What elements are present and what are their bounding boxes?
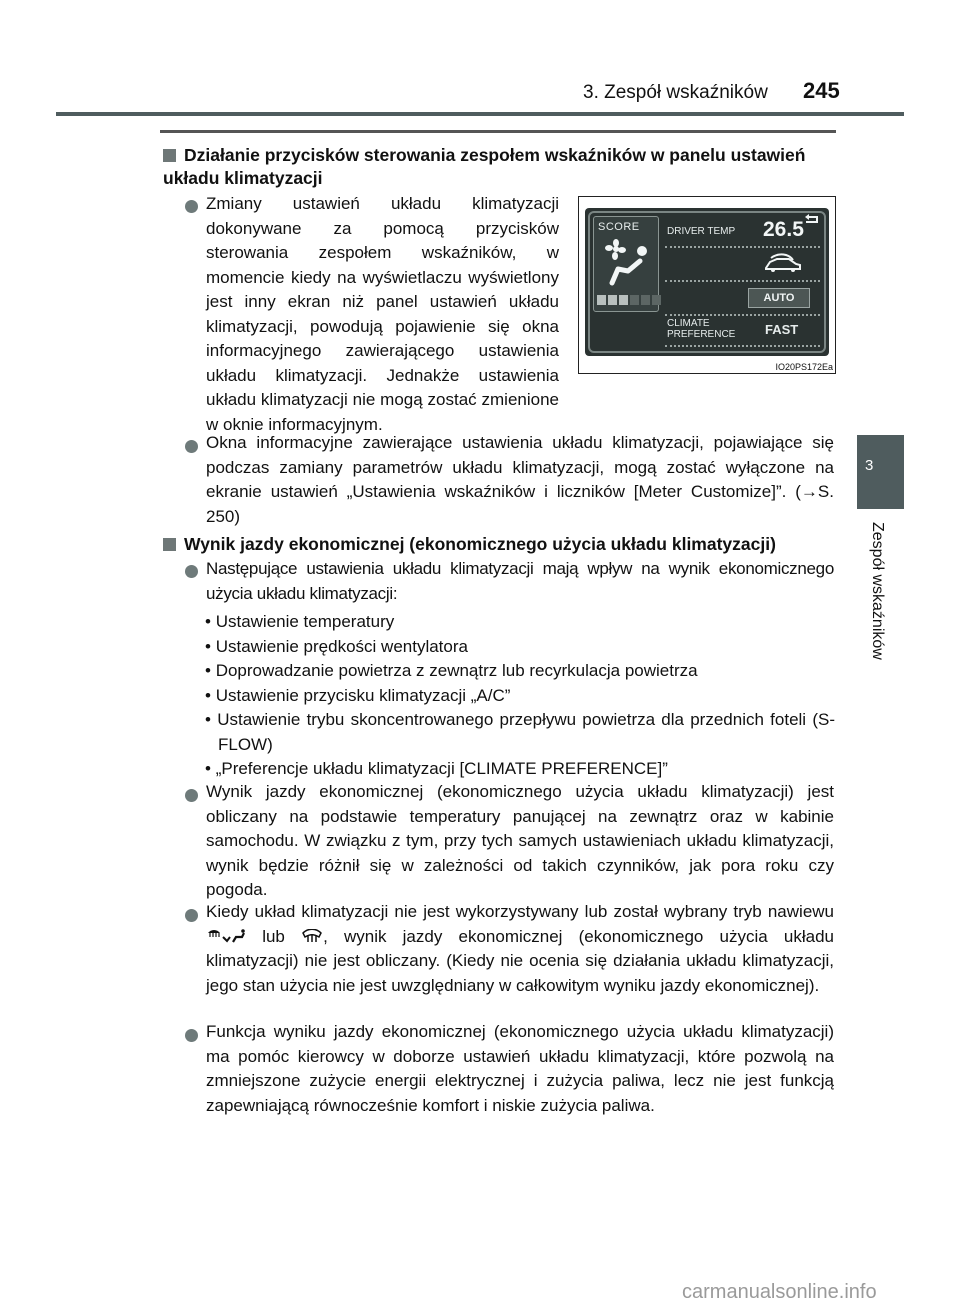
paragraph-score-calculation: Wynik jazdy ekonomicznej (ekonomicznego użycia układu klimatyzacji) jest obliczany na podstawie temperatury panującej na zewnątrz oraz w kabinie samochodu. W związku z tym, przy tych samych ustawieniach układu klimatyzacji, wynik będzie różnił się w zależności od takich czynników, jak pora roku czy pogoda. <box>206 782 834 899</box>
page-number: 245 <box>803 78 840 103</box>
climate-preference-value: FAST <box>765 322 799 337</box>
paragraph-meter-customize: Okna informacyjne zawierające ustawienia układu klimatyzacji, pojawiające się podczas zamiany parametrów układu klimatyzacji, mogą zostać wyłączone na ekranie ustawień „Ustawienia wskaźników i liczników [Meter Customize]”. (→S. 250) <box>206 433 834 526</box>
settings-list-item: • Ustawienie prędkości wentylatora <box>205 636 468 656</box>
climate-settings-screen <box>585 208 829 356</box>
square-bullet-icon <box>163 538 176 551</box>
paragraph-settings-intro: Następujące ustawienia układu klimatyzacji mają wpływ na wynik ekonomicznego użycia układu klimatyzacji: <box>206 559 834 603</box>
section-divider <box>160 130 836 133</box>
text-segment: lub <box>262 926 285 946</box>
display-illustration <box>578 196 836 374</box>
climate-preference-label-line1: CLIMATE <box>667 318 710 329</box>
section-heading-buttons <box>163 144 839 190</box>
defrost-feet-mode-icon <box>206 929 246 943</box>
section-heading-text: Wynik jazdy ekonomicznej (ekonomicznego użycia układu klimatyzacji) <box>184 534 776 554</box>
seat-fan-icon <box>602 239 652 287</box>
score-bars <box>597 295 661 305</box>
chapter-tab <box>857 435 904 509</box>
settings-list <box>205 610 835 782</box>
back-arrow-icon <box>803 214 821 226</box>
settings-list-item: • Doprowadzanie powietrza z zewnątrz lub recyrkulacja powietrza <box>205 661 698 680</box>
paragraph-not-calculated <box>206 900 834 998</box>
text-segment: , wynik jazdy ekonomicznej (ekonomicznego użycia układu klimatyzacji) nie jest obliczany. (Kiedy nie ocenia się działania układu klimatyzacji, jego stan użycia nie jest uwzględniany w całkowitym wyniku jazdy ekonomicznej). <box>206 926 834 995</box>
round-bullet-icon <box>185 1029 198 1042</box>
score-panel <box>593 216 659 312</box>
score-label: SCORE <box>598 221 640 233</box>
square-bullet-icon <box>163 149 176 162</box>
round-bullet-icon <box>185 565 198 578</box>
climate-preference-label <box>667 318 735 340</box>
section-heading-text: Działanie przycisków sterowania zespołem wskaźników w panelu ustawień układu klimatyzacji <box>163 145 806 188</box>
paragraph-info-window: Zmiany ustawień układu klimatyzacji dokonywane za pomocą przycisków sterowania zespołem wskaźników, w momencie kiedy na wyświetlaczu wyświetlony jest inny ekran niż panel ustawień układu klimatyzacji, powodują pojawienie się okna informacyjnego zawierającego ustawienia układu klimatyzacji. Jednakże ustawienia układu klimatyzacji nie mogą zostać zmienione w oknie informacyjnym. <box>206 194 559 434</box>
page-header <box>0 0 960 120</box>
round-bullet-icon <box>185 789 198 802</box>
header-divider <box>56 112 904 116</box>
paragraph-function-purpose: Funkcja wyniku jazdy ekonomicznej (ekonomicznego użycia układu klimatyzacji) ma pomóc kierowcy w doborze ustawień układu klimatyzacji, które pozwolą na zmniejszone zużycie energii elektrycznej i zużycia paliwa, lecz nie jest funkcją zapewniającą równocześnie komfort i niskie zużycia paliwa. <box>206 1022 834 1115</box>
settings-list-item: • Ustawienie temperatury <box>205 612 395 631</box>
chapter-title: 3. Zespół wskaźników <box>583 82 768 103</box>
chapter-tab-label: Zespół wskaźników <box>869 522 886 660</box>
watermark: carmanualsonline.info <box>682 1281 877 1303</box>
settings-list-item: • Ustawienie trybu skoncentrowanego przepływu powietrza dla przednich foteli (S-FLOW) <box>205 710 835 754</box>
settings-list-item: • „Preferencje układu klimatyzacji [CLIMATE PREFERENCE]” <box>205 759 668 778</box>
screen-divider <box>665 280 820 283</box>
round-bullet-icon <box>185 440 198 453</box>
driver-temp-label: DRIVER TEMP <box>667 226 736 237</box>
screen-divider <box>665 314 820 317</box>
text-segment: Kiedy układ klimatyzacji nie jest wykorzystywany lub został wybrany tryb nawiewu <box>206 902 834 921</box>
driver-temp-value: 26.5 <box>763 218 804 241</box>
auto-fan-button: AUTO <box>748 288 810 308</box>
figure-code: IO20PS172Ea <box>775 362 833 372</box>
section-heading-eco-score <box>163 533 839 556</box>
settings-list-item: • Ustawienie przycisku klimatyzacji „A/C” <box>205 685 511 705</box>
windshield-defrost-icon <box>301 929 323 943</box>
screen-divider <box>665 246 820 249</box>
round-bullet-icon <box>185 200 198 213</box>
recirculation-car-icon <box>763 252 803 274</box>
round-bullet-icon <box>185 909 198 922</box>
chapter-tab-number: 3 <box>865 457 874 474</box>
climate-preference-label-line2: PREFERENCE <box>667 329 736 340</box>
screen-divider <box>665 345 820 348</box>
